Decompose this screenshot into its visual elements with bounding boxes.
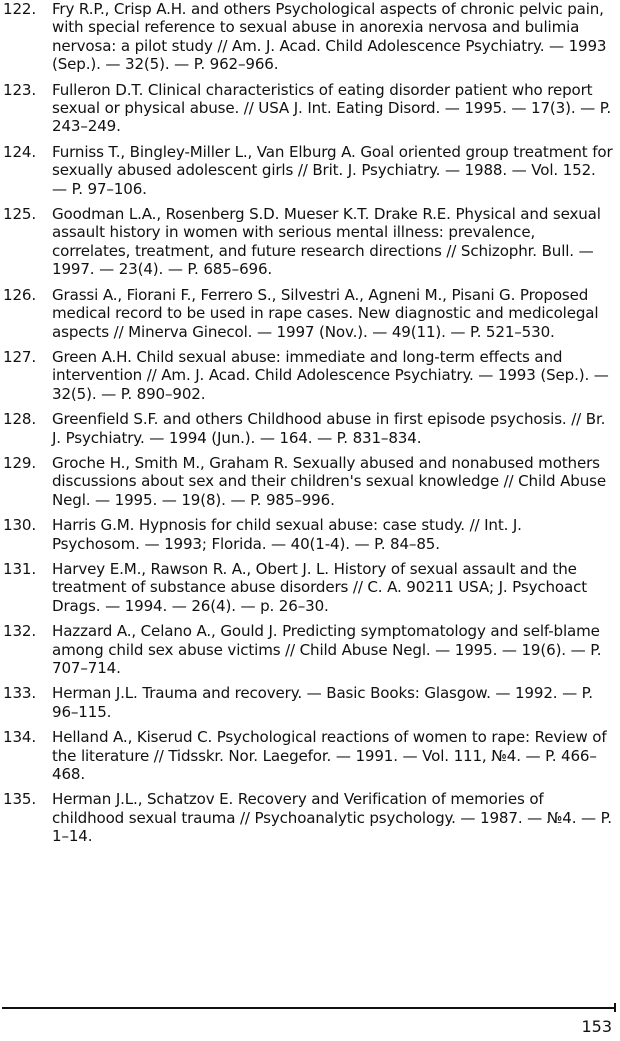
reference-text: Harris G.M. Hypnosis for child sexual abuse: case study. // Int. J. Psychosom. — 1993; Florida. — 40(1-4). — P. 84–85. [52,516,522,553]
reference-item [0,348,620,403]
reference-item [0,516,620,553]
reference-item [0,286,620,341]
reference-item [0,205,620,279]
reference-text: Fulleron D.T. Clinical characteristics of eating disorder patient who report sexual or physical abuse. // USA J. Int. Eating Disord. — 1995. — 17(3). — P. 243–249. [52,80,611,136]
reference-text: Herman J.L. Trauma and recovery. — Basic Books: Glasgow. — 1992. — P. 96–115. [52,684,593,721]
reference-number: 133. [3,684,37,703]
reference-number: 125. [3,205,37,224]
reference-number: 122. [3,0,37,18]
reference-text: Harvey E.M., Rawson R. A., Obert J. L. History of sexual assault and the treatment of substance abuse disorders // C. A. 90211 USA; J. Psychoact Drags. — 1994. — 26(4). — p. 26–30. [52,559,588,615]
reference-item [0,622,620,677]
reference-text: Green A.H. Child sexual abuse: immediate and long-term effects and intervention // Am. J. Acad. Child Adolescence Psychiatry. — 1993 (Sep.). — 32(5). — P. 890–902. [52,347,609,403]
footer-divider [2,1007,616,1009]
reference-text: Furniss T., Bingley-Miller L., Van Elburg A. Goal oriented group treatment for sexually abused adolescent girls // Brit. J. Psychiatry. — 1988. — Vol. 152. — P. 97–106. [52,142,613,198]
reference-item [0,790,620,845]
reference-number: 128. [3,410,37,429]
reference-text: Herman J.L., Schatzov E. Recovery and Verification of memories of childhood sexual trauma // Psychoanalytic psychology. — 1987. — №4. — P. 1–14. [52,790,612,846]
reference-number: 130. [3,516,37,535]
reference-item [0,143,620,198]
reference-number: 132. [3,622,37,641]
reference-item [0,0,620,74]
reference-item [0,81,620,136]
reference-number: 126. [3,285,37,304]
reference-text: Goodman L.A., Rosenberg S.D. Mueser K.T. Drake R.E. Physical and sexual assault history in women with serious mental illness: prevalence, correlates, treatment, and future research directions // Schizophr. Bull. — 1997. — 23(4). — P. 685–696. [52,205,601,279]
reference-text: Greenfield S.F. and others Childhood abuse in first episode psychosis. // Br. J. Psychiatry. — 1994 (Jun.). — 164. — P. 831–834. [52,410,606,447]
reference-item [0,454,620,509]
reference-item [0,728,620,783]
reference-number: 129. [3,453,37,472]
reference-number: 123. [3,80,37,99]
footer-divider-tick [614,1003,616,1012]
reference-number: 134. [3,728,37,747]
reference-text: Hazzard A., Celano A., Gould J. Predicting symptomatology and self-blame among child sex abuse victims // Child Abuse Negl. — 1995. — 19(6). — P. 707–714. [52,622,602,677]
reference-number: 135. [3,790,37,809]
reference-item [0,560,620,615]
reference-item [0,410,620,447]
reference-item [0,684,620,721]
reference-number: 124. [3,142,37,161]
reference-text: Grassi A., Fiorani F., Ferrero S., Silvestri A., Agneni M., Pisani G. Proposed medical record to be used in rape cases. New diagnostic and medicolegal aspects // Minerva Ginecol. — 1997 (Nov.). — 49(11). — P. 521–530. [52,285,599,341]
reference-text: Helland A., Kiserud C. Psychological reactions of women to rape: Review of the literature // Tidsskr. Nor. Laegefor. — 1991. — Vol. 111, №4. — P. 466–468. [52,728,607,784]
reference-number: 131. [3,559,37,578]
page-number: 153 [581,1017,612,1036]
reference-text: Groche H., Smith M., Graham R. Sexually abused and nonabused mothers discussions about sex and their children's sexual knowledge // Child Abuse Negl. — 1995. — 19(8). — P. 985–996. [52,453,606,509]
reference-text: Fry R.P., Crisp A.H. and others Psychological aspects of chronic pelvic pain, with special reference to sexual abuse in anorexia nervosa and bulimia nervosa: a pilot study // Am. J. Acad. Child Adolescence Psychiatry. — 1993 (Sep.). — 32(5). — P. 962–966. [52,0,607,74]
reference-number: 127. [3,347,37,366]
